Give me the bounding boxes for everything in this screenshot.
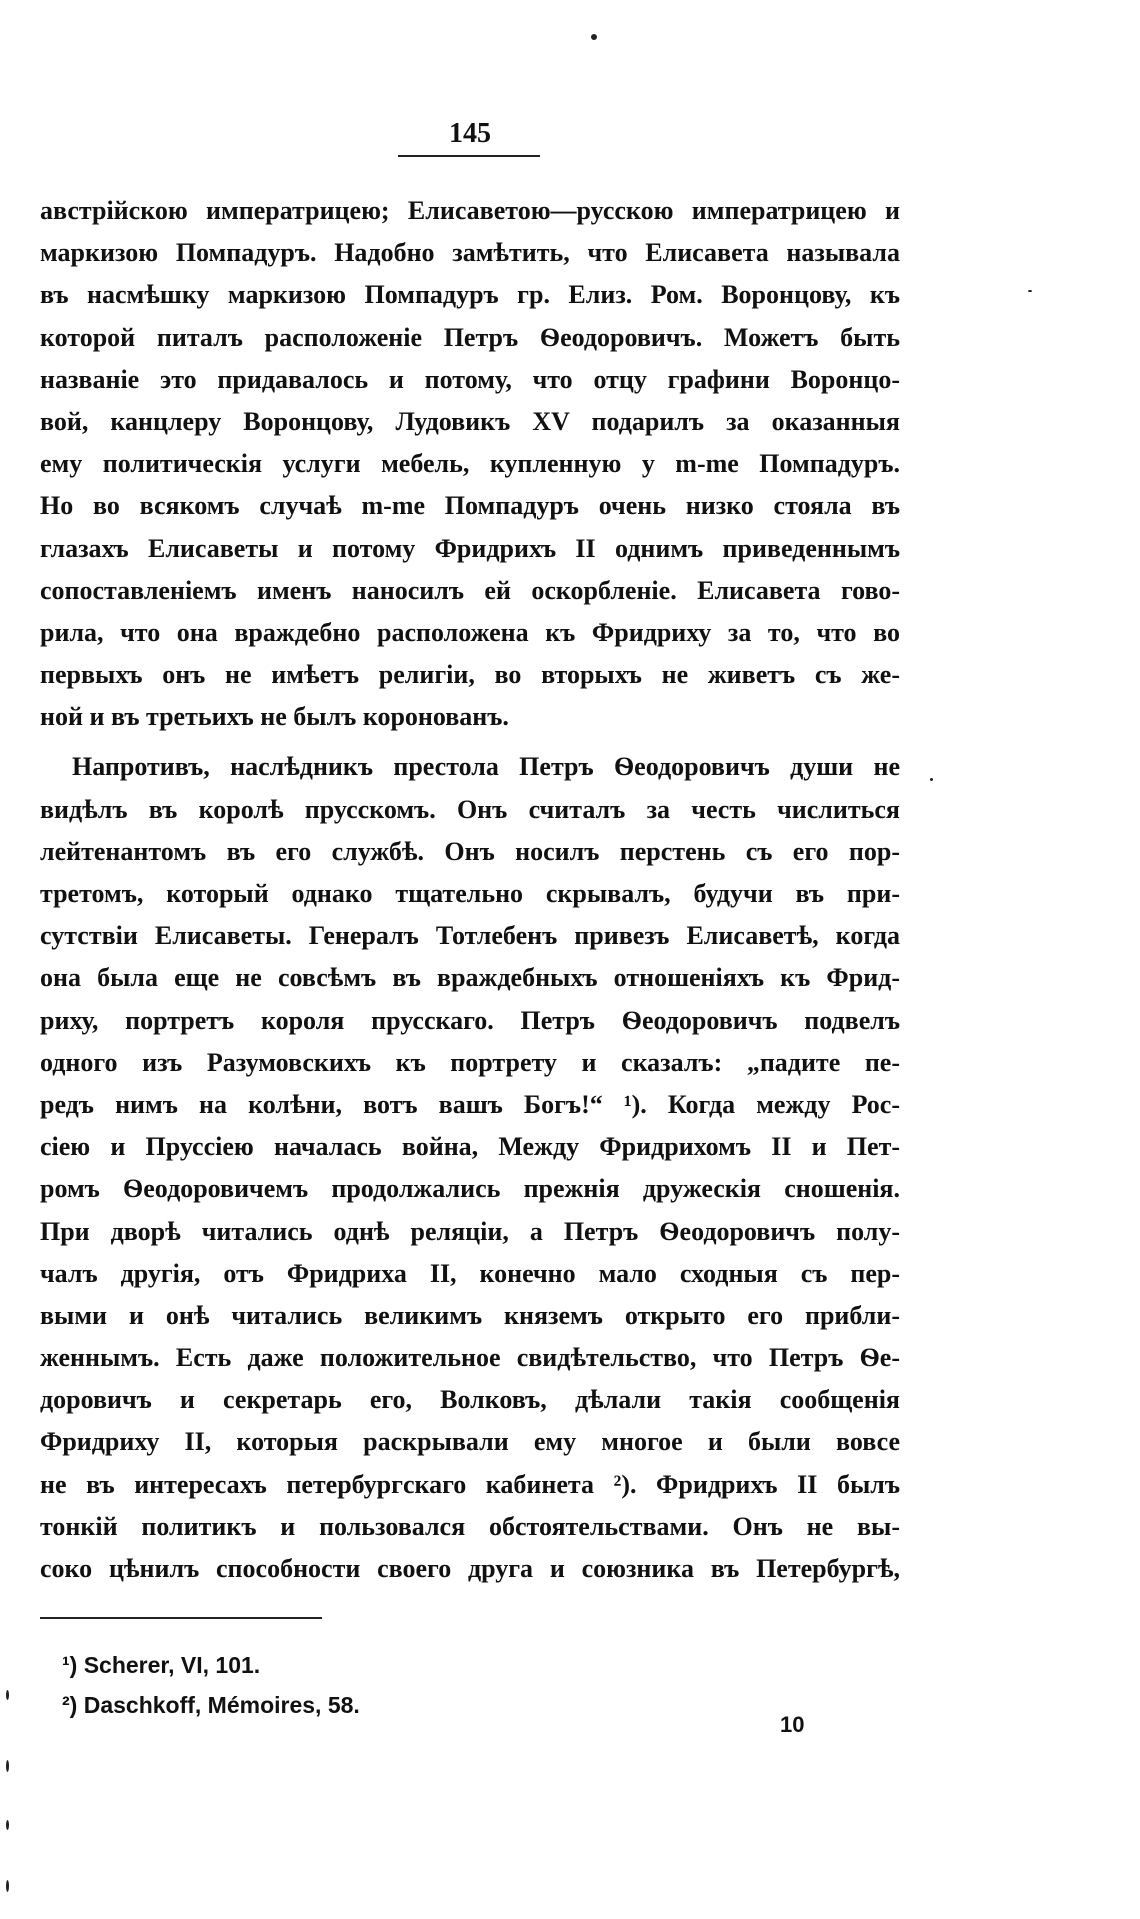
text-line: рила, что она враждебно расположена къ Фридриху за то, что во [40, 617, 900, 647]
footnote-rule [40, 1617, 322, 1619]
text-line: вой, канцлеру Воронцову, Лудовикъ XV подарилъ за оказанныя [40, 406, 900, 436]
text-line: Напротивъ, наслѣдникъ престола Петръ Ѳеодоровичъ души не [72, 752, 900, 782]
scan-speck [6, 1880, 9, 1892]
text-line: женнымъ. Есть даже положительное свидѣтельство, что Петръ Ѳе- [40, 1343, 900, 1373]
text-line: глазахъ Елисаветы и потому Фридрихъ II однимъ приведеннымъ [40, 533, 900, 563]
text-line: третомъ, который однако тщательно скрывалъ, будучи въ при- [40, 879, 900, 908]
body-text [40, 190, 900, 1590]
text-line: маркизою Помпадуръ. Надобно замѣтить, что Елисавета называла [40, 238, 900, 268]
text-line: соко цѣнилъ способности своего друга и союзника въ Петербургѣ, [40, 1554, 900, 1583]
text-line: австрійскою императрицею; Елисаветою—русскою императрицею и [40, 196, 900, 225]
text-line: сіею и Пруссіею началась война, Между Фридрихомъ II и Пет- [40, 1132, 900, 1162]
text-line: выми и онѣ читались великимъ княземъ открыто его прибли- [40, 1300, 900, 1330]
text-line: одного изъ Разумовскихъ къ портрету и сказалъ: „падите пе- [40, 1047, 900, 1077]
footnote: ²) Daschkoff, Mémoires, 58. [62, 1692, 360, 1718]
scan-speck [6, 1690, 9, 1700]
text-line: лейтенантомъ въ его службѣ. Онъ носилъ перстень съ его пор- [40, 836, 900, 866]
text-line: тонкій политикъ и пользовался обстоятельствами. Онъ не вы- [40, 1511, 900, 1541]
text-line: видѣлъ въ королѣ прусскомъ. Онъ считалъ за честь числиться [40, 794, 900, 824]
text-line: доровичъ и секретарь его, Волковъ, дѣлали такія сообщенія [40, 1385, 900, 1415]
scan-speck [930, 778, 933, 781]
text-line: редъ нимъ на колѣни, вотъ вашъ Богъ!“ ¹). Когда между Рос- [40, 1089, 900, 1119]
scan-speck [1028, 290, 1032, 292]
scan-speck [591, 34, 597, 40]
header-rule [398, 155, 540, 157]
signature-mark: 10 [780, 1712, 805, 1737]
text-line: Но во всякомъ случаѣ m-me Помпадуръ очень низко стояла въ [40, 491, 900, 521]
text-line: риху, портретъ короля прусскаго. Петръ Ѳеодоровичъ подвелъ [40, 1005, 900, 1035]
scan-speck [6, 1760, 9, 1772]
text-line: первыхъ онъ не имѣетъ религіи, во вторыхъ не живетъ съ же- [40, 660, 900, 690]
text-line: не въ интересахъ петербургскаго кабинета ²). Фридрихъ II былъ [40, 1469, 900, 1499]
text-line: въ насмѣшку маркизою Помпадуръ гр. Елиз. Ром. Воронцову, къ [40, 280, 900, 310]
text-line: которой питалъ расположеніе Петръ Ѳеодоровичъ. Можетъ быть [40, 322, 900, 352]
scan-speck [6, 1820, 9, 1830]
text-line: ной и въ третьихъ не былъ коронованъ. [40, 702, 509, 732]
text-line: При дворѣ читались однѣ реляціи, а Петръ Ѳеодоровичъ полу- [40, 1216, 900, 1246]
text-line: ему политическія услуги мебель, купленную у m-me Помпадуръ. [40, 449, 900, 479]
footnote: ¹) Scherer, VI, 101. [62, 1652, 261, 1678]
text-line: чалъ другія, отъ Фридриха II, конечно мало сходныя съ пер- [40, 1258, 900, 1288]
text-line: ромъ Ѳеодоровичемъ продолжались прежнія дружескія сношенія. [40, 1174, 900, 1204]
text-line: сутствіи Елисаветы. Генералъ Тотлебенъ привезъ Елисаветѣ, когда [40, 921, 900, 951]
text-line: сопоставленіемъ именъ наносилъ ей оскорбленіе. Елисавета гово- [40, 575, 900, 605]
footnotes [62, 1645, 762, 1725]
text-line: названіе это придавалось и потому, что отцу графини Воронцо- [40, 364, 900, 394]
text-line: она была еще не совсѣмъ въ враждебныхъ отношеніяхъ къ Фрид- [40, 963, 900, 993]
paragraph-gap [40, 738, 900, 746]
text-line: Фридриху II, которыя раскрывали ему многое и были вовсе [40, 1427, 900, 1457]
page-number: 145 [449, 118, 491, 149]
